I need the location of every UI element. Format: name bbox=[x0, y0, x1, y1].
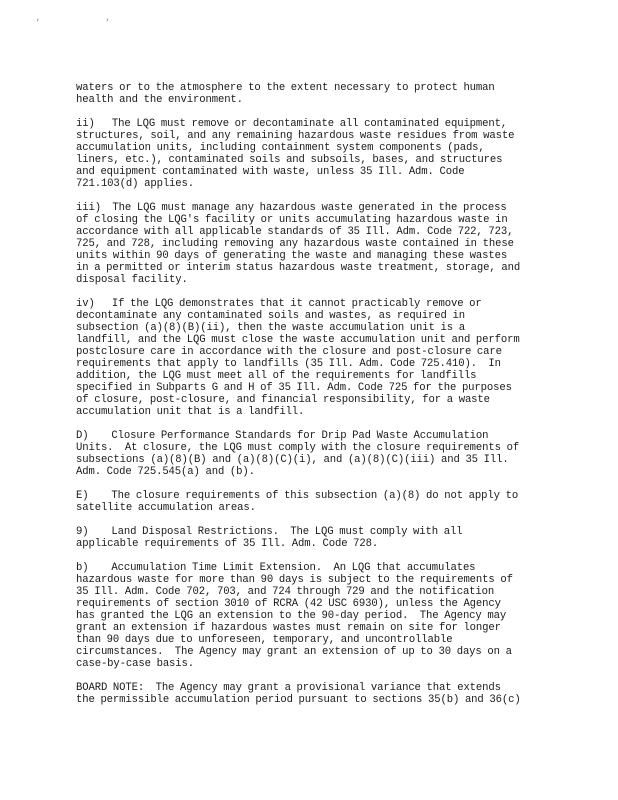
paragraph-item-ii: ii) The LQG must remove or decontaminate all contaminated equipment, structures, soil, and any remaining hazardous waste residues from waste accumulation units, including containment system components (pads, liners, etc.), contaminated soils and subsoils, bases, and structures and equipment contaminated with waste, unless 35 Ill. Adm. Code 721.103(d) applies. bbox=[76, 118, 515, 190]
scan-marks: , , bbox=[36, 14, 141, 23]
paragraph-board-note: BOARD NOTE: The Agency may grant a provisional variance that extends the permissible accumulation period pursuant to sections 35(b) and 36(c) bbox=[76, 682, 521, 706]
paragraph-item-E: E) The closure requirements of this subsection (a)(8) do not apply to satellite accumulation areas. bbox=[76, 490, 519, 514]
document-body bbox=[76, 82, 546, 717]
paragraph-item-iii: iii) The LQG must manage any hazardous waste generated in the process of closing the LQG's facility or units accumulating hazardous waste in accordance with all applicable standards of 35 Ill. Adm. Code 722, 723, 725, and 728, including removing any hazardous waste contained in these units within 90 days of generating the waste and managing these wastes in a permitted or interim status hazardous waste treatment, storage, and disposal facility. bbox=[76, 202, 521, 286]
paragraph-item-9: 9) Land Disposal Restrictions. The LQG must comply with all applicable requirements of 35 Ill. Adm. Code 728. bbox=[76, 526, 463, 550]
paragraph-item-D: D) Closure Performance Standards for Drip Pad Waste Accumulation Units. At closure, the LQG must comply with the closure requirements of subsections (a)(8)(B) and (a)(8)(C)(i), and (a)(8)(C)(iii) and 35 Ill. Adm. Code 725.545(a) and (b). bbox=[76, 430, 520, 478]
paragraph-item-b: b) Accumulation Time Limit Extension. An LQG that accumulates hazardous waste for more than 90 days is subject to the requirements of 35 Ill. Adm. Code 702, 703, and 724 through 729 and the notification requirements of section 3010 of RCRA (42 USC 6930), unless the Agency has granted the LQG an extension to the 90-day period. The Agency may grant an extension if hazardous wastes must remain on site for longer than 90 days due to unforeseen, temporary, and uncontrollable circumstances. The Agency may grant an extension of up to 30 days on a case-by-case basis. bbox=[76, 562, 513, 670]
paragraph-item-iv: iv) If the LQG demonstrates that it cannot practicably remove or decontaminate any contaminated soils and wastes, as required in subsection (a)(8)(B)(ii), then the waste accumulation unit is a landfill, and the LQG must close the waste accumulation unit and perform postclosure care in accordance with the closure and post-closure care requirements that apply to landfills (35 Ill. Adm. Code 725.410). In addition, the LQG must meet all of the requirements for landfills specified in Subparts G and H of 35 Ill. Adm. Code 725 for the purposes of closure, post-closure, and financial responsibility, for a waste accumulation unit that is a landfill. bbox=[76, 298, 520, 418]
paragraph-intro-continuation: waters or to the atmosphere to the extent necessary to protect human health and the environment. bbox=[76, 82, 495, 106]
